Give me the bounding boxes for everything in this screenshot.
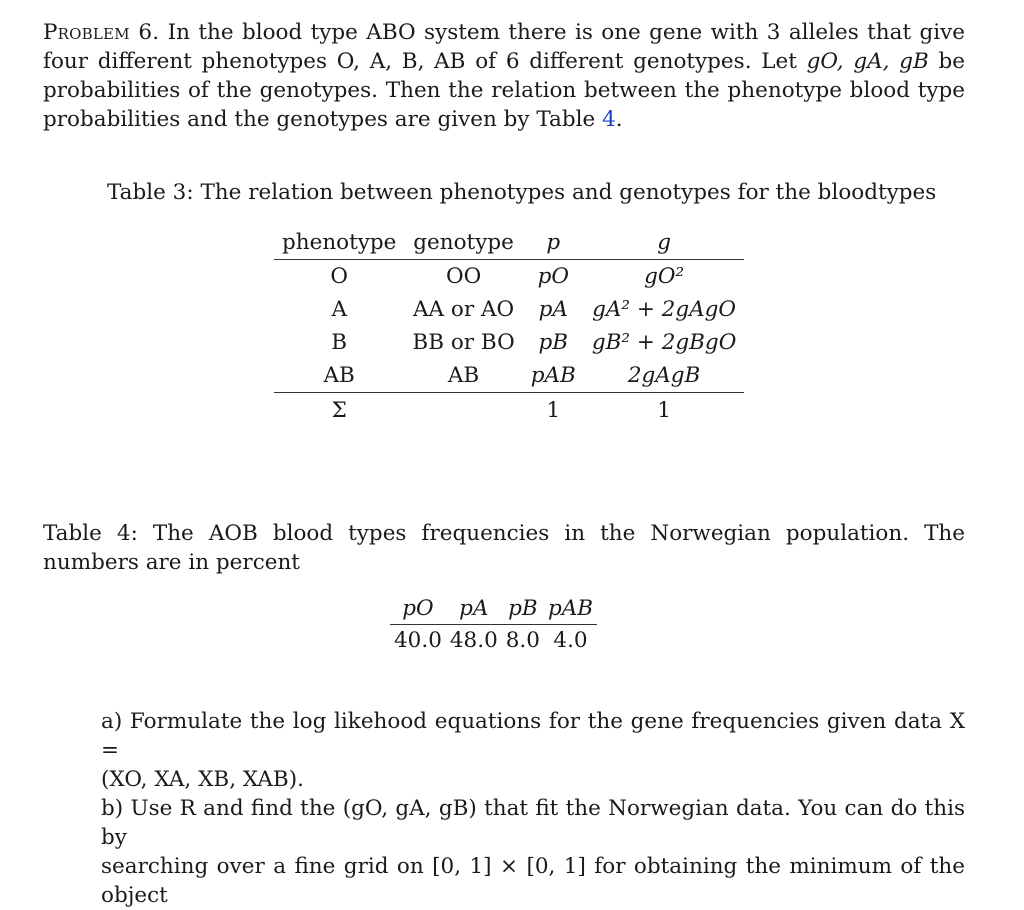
header-pB: pB — [502, 593, 544, 625]
question-b-text-1: Use R and find the (gO, gA, gB) that fit the Norwegian data. You can do this by — [101, 796, 966, 850]
problem-text-end: . — [615, 107, 623, 132]
sum-p: 1 — [523, 393, 584, 428]
cell-g: gA² + 2gAgO — [592, 297, 737, 322]
problem-text-1: In the blood type ABO system there is one gene with 3 alleles that give four different phenotypes O, A, B, AB of 6 different genotypes. Let — [43, 20, 965, 74]
header-g: g — [584, 226, 745, 260]
table-row — [390, 625, 597, 657]
table-4-caption: Table 4: The AOB blood types frequencies in the Norwegian population. The numbers are in percent — [43, 521, 965, 575]
cell-genotype: AA or AO — [413, 297, 515, 322]
problem-label: Problem 6. — [43, 20, 160, 45]
table-row — [274, 260, 744, 294]
table-row — [274, 359, 744, 393]
table-row — [274, 326, 744, 359]
header-pA: pA — [446, 593, 502, 625]
question-a-data: (XO, XA, XB, XAB). — [101, 767, 304, 792]
cell-genotype: OO — [445, 264, 482, 289]
problem-paragraph — [43, 18, 965, 134]
sum-row — [274, 393, 744, 428]
cell-phenotype: AB — [323, 363, 355, 388]
value-pO: 40.0 — [394, 628, 442, 653]
cell-phenotype: A — [331, 297, 347, 322]
cell-phenotype: B — [331, 330, 348, 355]
value-pA: 48.0 — [449, 628, 498, 653]
cell-p: pAB — [530, 363, 576, 388]
sum-symbol: Σ — [274, 393, 404, 428]
cell-p: pB — [538, 330, 569, 355]
table-3 — [274, 226, 744, 427]
question-b-text-2: searching over a fine grid on [0, 1] × [0, 1] for obtaining the minimum of the object — [101, 854, 965, 908]
question-list — [92, 707, 965, 910]
question-a — [92, 707, 965, 765]
question-a-text: Formulate the log likehood equations for the gene frequencies given data X = — [101, 709, 965, 763]
header-phenotype: phenotype — [274, 226, 404, 260]
problem-text-2: be probabilities of the genotypes. Then the relation between the phenotype blood type probabilities and the genotypes are given by Table — [43, 49, 965, 132]
header-p: p — [523, 226, 584, 260]
cell-p: pA — [538, 297, 568, 322]
cell-genotype: BB or BO — [412, 330, 515, 355]
cell-g: gB² + 2gBgO — [591, 330, 737, 355]
table-4 — [390, 593, 597, 656]
header-genotype: genotype — [404, 226, 522, 260]
question-a-label: a) — [101, 709, 123, 734]
value-pB: 8.0 — [505, 628, 540, 653]
header-pO: pO — [390, 593, 446, 625]
genotype-vars: gO, gA, gB — [806, 49, 929, 74]
table-row — [274, 293, 744, 326]
sum-g: 1 — [584, 393, 745, 428]
cell-g: 2gAgB — [627, 363, 701, 388]
cell-phenotype: O — [330, 264, 349, 289]
table-3-caption: Table 3: The relation between phenotypes and genotypes for the bloodtypes — [107, 180, 937, 205]
cell-g: gO² — [644, 264, 685, 289]
header-pAB: pAB — [544, 593, 597, 625]
question-b-label: b) — [101, 796, 124, 821]
sum-empty — [404, 393, 522, 428]
value-pAB: 4.0 — [553, 628, 588, 653]
question-b — [92, 794, 965, 852]
cell-p: pO — [537, 264, 569, 289]
table-4-link[interactable]: 4 — [602, 107, 616, 132]
cell-genotype: AB — [447, 363, 480, 388]
